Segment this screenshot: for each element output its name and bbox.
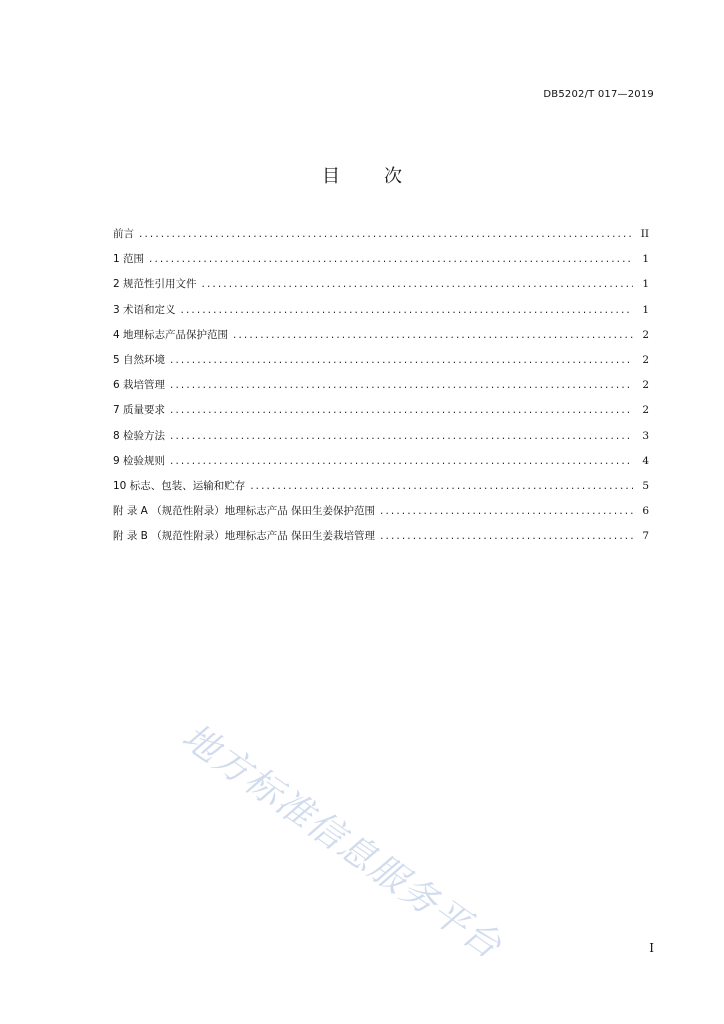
toc-entry-appendix-a[interactable] xyxy=(113,503,649,528)
toc-leader-dots xyxy=(170,430,633,442)
toc-entry-page: 4 xyxy=(642,454,649,467)
toc-entry-page: 1 xyxy=(642,253,649,266)
toc-entry-natural-environment[interactable] xyxy=(113,352,649,377)
toc-entry-terms-definitions[interactable] xyxy=(113,302,649,327)
page-number: I xyxy=(649,941,654,955)
toc-leader-dots xyxy=(170,455,633,467)
toc-entry-page: 7 xyxy=(642,530,649,543)
toc-entry-marking-packaging[interactable] xyxy=(113,478,649,503)
toc-entry-label: 9 检验规则 xyxy=(113,454,166,467)
toc-leader-dots xyxy=(250,480,633,492)
toc-list xyxy=(113,226,649,553)
toc-entry-label: 1 范围 xyxy=(113,253,145,266)
watermark: 地方标准信息服务平台 xyxy=(174,716,510,968)
toc-entry-foreword[interactable] xyxy=(113,226,649,251)
toc-entry-normative-references[interactable] xyxy=(113,276,649,301)
toc-entry-test-methods[interactable] xyxy=(113,428,649,453)
toc-entry-page: 1 xyxy=(642,303,649,316)
toc-title-part1: 目 xyxy=(322,166,340,187)
toc-leader-dots xyxy=(202,278,633,290)
toc-leader-dots xyxy=(170,379,633,391)
toc-entry-label: 8 检验方法 xyxy=(113,429,166,442)
toc-entry-page: 6 xyxy=(642,505,649,518)
toc-title-part2: 次 xyxy=(384,166,402,187)
toc-entry-page: 5 xyxy=(642,479,649,492)
toc-leader-dots xyxy=(170,354,633,366)
toc-entry-page: 2 xyxy=(642,353,649,366)
toc-entry-label: 5 自然环境 xyxy=(113,353,166,366)
toc-entry-page: 2 xyxy=(642,404,649,417)
toc-entry-page: 3 xyxy=(642,429,649,442)
toc-entry-page: 2 xyxy=(642,328,649,341)
toc-leader-dots xyxy=(170,404,633,416)
toc-leader-dots xyxy=(380,530,633,542)
toc-leader-dots xyxy=(380,505,633,517)
toc-title xyxy=(0,162,724,188)
toc-entry-label: 附 录 A （规范性附录）地理标志产品 保田生姜保护范围 xyxy=(113,505,376,518)
toc-entry-label: 附 录 B （规范性附录）地理标志产品 保田生姜栽培管理 xyxy=(113,530,376,543)
toc-entry-scope[interactable] xyxy=(113,251,649,276)
toc-entry-label: 4 地理标志产品保护范围 xyxy=(113,328,229,341)
toc-entry-label: 前言 xyxy=(113,228,134,240)
toc-entry-page: 1 xyxy=(642,278,649,291)
toc-entry-inspection-rules[interactable] xyxy=(113,453,649,478)
toc-leader-dots xyxy=(233,329,633,341)
toc-entry-label: 3 术语和定义 xyxy=(113,303,176,316)
toc-entry-appendix-b[interactable] xyxy=(113,528,649,553)
toc-entry-label: 7 质量要求 xyxy=(113,404,166,417)
toc-entry-label: 6 栽培管理 xyxy=(113,379,166,392)
toc-entry-protection-scope[interactable] xyxy=(113,327,649,352)
toc-leader-dots xyxy=(139,228,633,240)
toc-entry-label: 2 规范性引用文件 xyxy=(113,278,197,291)
toc-leader-dots xyxy=(181,304,633,316)
toc-entry-label: 10 标志、包装、运输和贮存 xyxy=(113,479,246,492)
toc-leader-dots xyxy=(149,253,633,265)
toc-entry-page: 2 xyxy=(642,379,649,392)
toc-entry-quality-requirements[interactable] xyxy=(113,402,649,427)
toc-entry-cultivation[interactable] xyxy=(113,377,649,402)
toc-entry-page: II xyxy=(640,228,649,240)
document-code: DB5202/T 017—2019 xyxy=(543,89,654,100)
